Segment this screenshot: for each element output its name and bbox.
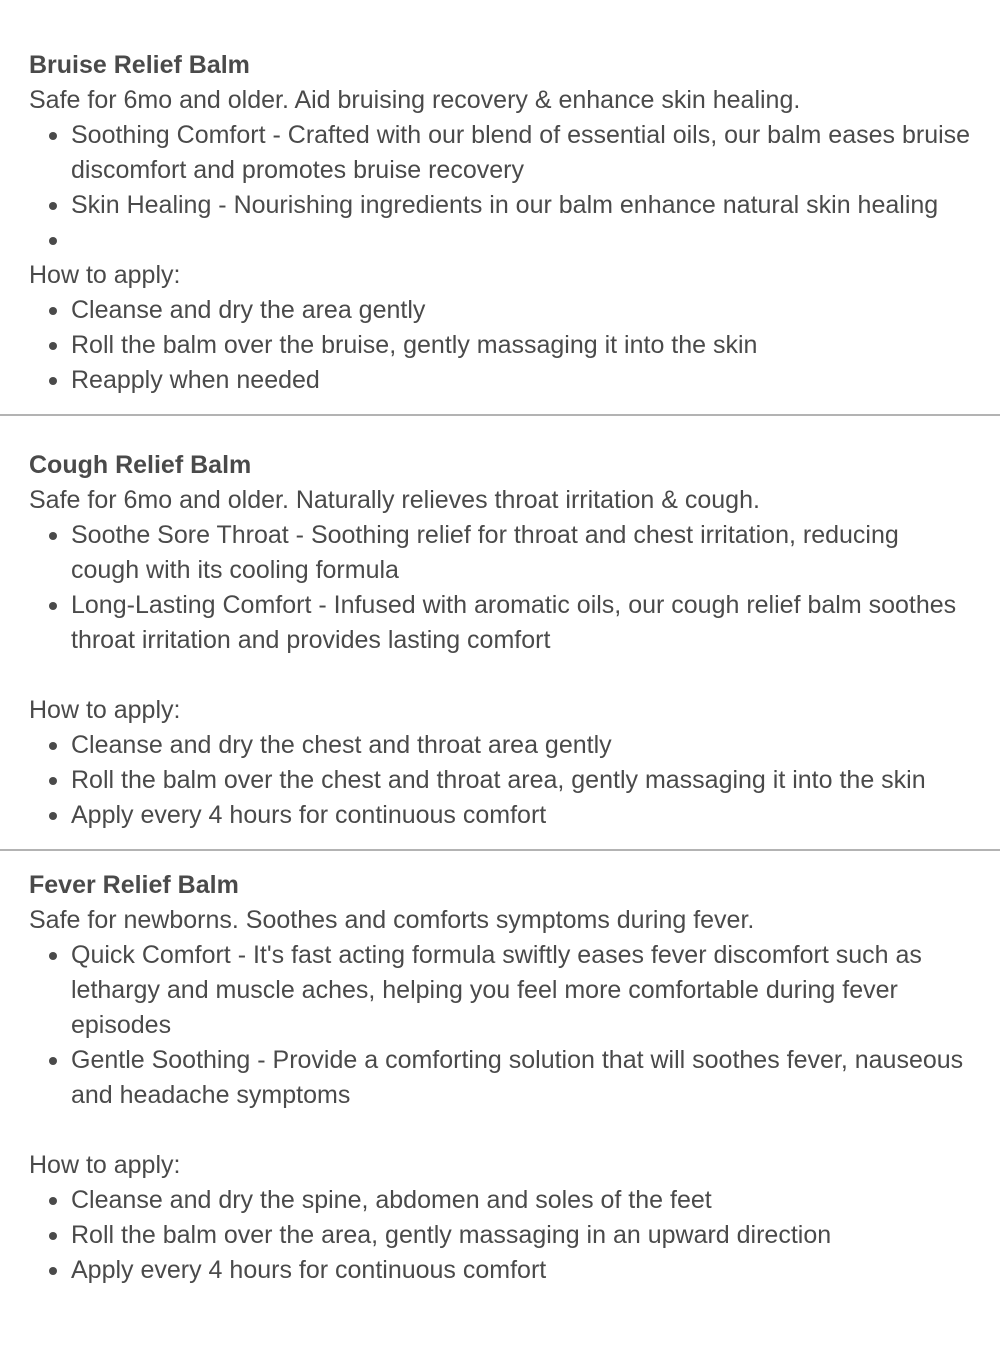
blank-line — [29, 658, 971, 693]
bullet-icon — [49, 342, 57, 350]
list-item-text: Skin Healing - Nourishing ingredients in our balm enhance natural skin healing — [71, 191, 939, 219]
bullet-icon — [49, 952, 57, 960]
list-item — [71, 1043, 971, 1113]
list-item-text: Roll the balm over the chest and throat area, gently massaging it into the skin — [71, 766, 926, 794]
list-item — [71, 518, 971, 588]
list-item — [71, 728, 971, 763]
bullet-icon — [49, 777, 57, 785]
list-item-empty — [71, 223, 971, 258]
list-item-text: Cleanse and dry the area gently — [71, 296, 426, 324]
section-bruise-relief — [0, 0, 1000, 414]
list-item-text: Soothing Comfort - Crafted with our blend of essential oils, our balm eases bruise discomfort and promotes bruise recovery — [71, 121, 971, 184]
benefits-list — [29, 118, 971, 258]
how-to-apply-label: How to apply: — [29, 696, 181, 724]
list-item-text: Roll the balm over the area, gently massaging in an upward direction — [71, 1221, 832, 1249]
steps-list — [29, 1183, 971, 1288]
list-item-text: Apply every 4 hours for continuous comfort — [71, 1256, 547, 1284]
list-item — [71, 1183, 971, 1218]
bullet-icon — [49, 812, 57, 820]
list-item — [71, 293, 971, 328]
list-item — [71, 798, 971, 833]
steps-list — [29, 293, 971, 398]
list-item-text: Long-Lasting Comfort - Infused with aromatic oils, our cough relief balm soothes throat irritation and provides lasting comfort — [71, 591, 957, 654]
bullet-icon — [49, 377, 57, 385]
benefits-list — [29, 518, 971, 658]
list-item — [71, 1253, 971, 1288]
bullet-icon — [49, 202, 57, 210]
section-intro: Safe for newborns. Soothes and comforts symptoms during fever. — [29, 906, 755, 934]
list-item-text: Reapply when needed — [71, 366, 320, 394]
bullet-icon — [49, 237, 57, 245]
section-intro: Safe for 6mo and older. Aid bruising recovery & enhance skin healing. — [29, 86, 801, 114]
list-item — [71, 363, 971, 398]
how-to-apply-label: How to apply: — [29, 1151, 181, 1179]
bullet-icon — [49, 132, 57, 140]
list-item-text: Soothe Sore Throat - Soothing relief for throat and chest irritation, reducing cough with its cooling formula — [71, 521, 899, 584]
list-item — [71, 188, 971, 223]
bullet-icon — [49, 1197, 57, 1205]
list-item — [71, 118, 971, 188]
list-item-text: Gentle Soothing - Provide a comforting solution that will soothes fever, nauseous and headache symptoms — [71, 1046, 964, 1109]
section-title: Bruise Relief Balm — [29, 51, 250, 79]
bullet-icon — [49, 1057, 57, 1065]
bullet-icon — [49, 1232, 57, 1240]
list-item — [71, 328, 971, 363]
list-item — [71, 938, 971, 1043]
blank-line — [29, 1113, 971, 1148]
list-item-text: Cleanse and dry the chest and throat area gently — [71, 731, 612, 759]
bullet-icon — [49, 1267, 57, 1275]
bullet-icon — [49, 532, 57, 540]
section-title: Fever Relief Balm — [29, 871, 239, 899]
section-cough-relief — [0, 416, 1000, 849]
benefits-list — [29, 938, 971, 1113]
list-item-text: Cleanse and dry the spine, abdomen and soles of the feet — [71, 1186, 712, 1214]
list-item — [71, 588, 971, 658]
section-intro: Safe for 6mo and older. Naturally relieves throat irritation & cough. — [29, 486, 760, 514]
how-to-apply-label: How to apply: — [29, 261, 181, 289]
list-item — [71, 1218, 971, 1253]
bullet-icon — [49, 307, 57, 315]
section-fever-relief — [0, 851, 1000, 1288]
section-title: Cough Relief Balm — [29, 451, 252, 479]
list-item-text: Apply every 4 hours for continuous comfort — [71, 801, 547, 829]
bullet-icon — [49, 602, 57, 610]
list-item — [71, 763, 971, 798]
list-item-text: Roll the balm over the bruise, gently massaging it into the skin — [71, 331, 758, 359]
bullet-icon — [49, 742, 57, 750]
list-item-text: Quick Comfort - It's fast acting formula swiftly eases fever discomfort such as lethargy and muscle aches, helping you feel more comfortable during fever episodes — [71, 941, 922, 1039]
steps-list — [29, 728, 971, 833]
